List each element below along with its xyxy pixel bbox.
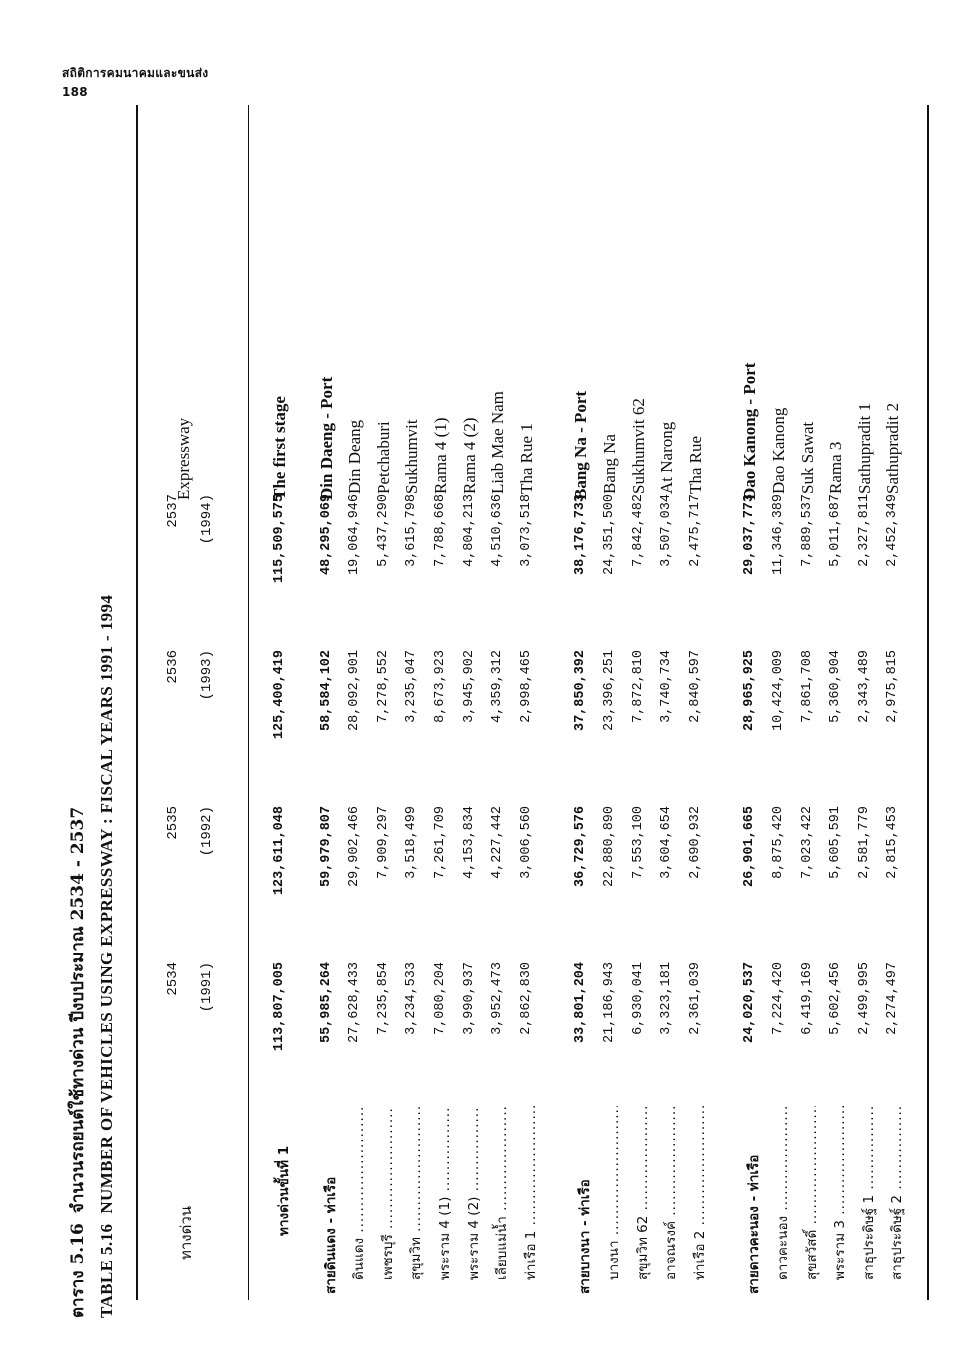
value-1992: 22,880,890 xyxy=(601,806,617,888)
row-label-english: Liab Mae Nam xyxy=(488,391,508,494)
header-year-en: (1993) xyxy=(199,650,215,701)
value-1993: 7,278,552 xyxy=(375,650,391,723)
value-1992: 2,581,779 xyxy=(856,806,872,879)
value-1992: 3,518,499 xyxy=(404,806,420,879)
row-label-english: Bang Na xyxy=(599,434,619,494)
value-1992: 7,909,297 xyxy=(375,806,391,879)
header-year-en: (1992) xyxy=(199,806,215,857)
table-row xyxy=(485,105,514,1300)
table-row xyxy=(457,105,486,1300)
page-number: 188 xyxy=(62,84,88,99)
value-1992: 59,979,807 xyxy=(318,806,334,888)
value-1993: 4,359,312 xyxy=(490,650,506,723)
value-1992: 2,690,932 xyxy=(687,806,703,879)
table-row xyxy=(626,105,655,1300)
value-1993: 3,945,902 xyxy=(461,650,477,723)
table-row xyxy=(823,105,852,1300)
title-thai-number: ตาราง 5.16 xyxy=(68,1223,88,1318)
row-label-thai: สุขุมวิท 62 ..... xyxy=(631,1106,653,1280)
value-1994: 7,788,668 xyxy=(432,494,448,567)
table-row xyxy=(342,105,371,1300)
value-1994: 115,509,575 xyxy=(272,494,287,584)
header-year-th: 2537 xyxy=(165,494,181,528)
row-label-thai: เพชรบุรี ..... xyxy=(376,1106,398,1280)
header-year-en: (1991) xyxy=(199,962,215,1013)
value-1992: 29,902,466 xyxy=(347,806,363,888)
value-1993: 28,092,901 xyxy=(347,650,363,732)
value-1991: 5,602,456 xyxy=(828,962,844,1035)
value-1993: 5,360,904 xyxy=(828,650,844,723)
row-label-thai: สายบางนา - ท่าเรือ xyxy=(577,1179,594,1294)
row-label-thai: ท่าเรือ 2 ..... xyxy=(688,1106,710,1280)
table-row xyxy=(683,105,712,1300)
header-expressway-english: Expressway xyxy=(174,417,193,500)
header-year-th: 2535 xyxy=(165,806,181,840)
value-1991: 6,419,169 xyxy=(799,962,815,1035)
header-year-th: 2536 xyxy=(165,650,181,684)
total-row xyxy=(267,105,296,1300)
table-row xyxy=(880,105,909,1300)
value-1991: 113,807,005 xyxy=(272,962,287,1052)
row-label-english: Tha Rue 1 xyxy=(516,423,536,494)
value-1992: 7,261,709 xyxy=(432,806,448,879)
spacer xyxy=(542,105,568,1300)
spacer xyxy=(711,105,737,1300)
value-1993: 2,998,465 xyxy=(518,650,534,723)
row-label-thai: อาจณรงค์ ..... xyxy=(659,1106,681,1280)
title-english-number: TABLE 5.16 xyxy=(97,1223,116,1318)
table-titles xyxy=(64,595,117,1318)
value-1993: 3,740,734 xyxy=(659,650,675,723)
row-label-english: Rama 4 (1) xyxy=(430,417,450,494)
value-1994: 2,327,811 xyxy=(856,494,872,567)
value-1992: 7,553,100 xyxy=(630,806,646,879)
group-row xyxy=(737,105,766,1300)
row-label-thai: พระราม 4 (1) ..... xyxy=(433,1106,455,1280)
row-label-thai: บางนา ..... xyxy=(602,1106,624,1280)
row-label-thai: พระราม 4 (2) ..... xyxy=(462,1106,484,1280)
table-header xyxy=(138,105,248,1300)
value-1993: 28,965,925 xyxy=(742,650,758,732)
value-1991: 2,862,830 xyxy=(518,962,534,1035)
value-1993: 58,584,102 xyxy=(318,650,334,732)
table-row xyxy=(597,105,626,1300)
value-1993: 2,975,815 xyxy=(885,650,901,723)
value-1993: 8,673,923 xyxy=(432,650,448,723)
row-label-thai: เลียบแม่น้ำ ..... xyxy=(490,1106,512,1280)
value-1992: 7,023,422 xyxy=(799,806,815,879)
value-1993: 2,840,597 xyxy=(687,650,703,723)
value-1994: 11,346,389 xyxy=(770,494,786,576)
value-1991: 7,080,204 xyxy=(432,962,448,1035)
header-year-1993 xyxy=(156,650,224,780)
value-1992: 3,006,560 xyxy=(518,806,534,879)
value-1991: 24,020,537 xyxy=(742,962,758,1044)
value-1991: 2,499,995 xyxy=(856,962,872,1035)
row-label-english: Sathupradit 2 xyxy=(883,402,903,494)
value-1994: 2,475,717 xyxy=(687,494,703,567)
row-label-thai: สายดินแดง - ท่าเรือ xyxy=(322,1176,339,1294)
value-1993: 2,343,489 xyxy=(856,650,872,723)
spacer xyxy=(296,105,314,1300)
title-thai-text: จำนวนรถยนต์ใช้ทางด่วน ปีงบประมาณ 2534 - 2537 xyxy=(68,806,88,1214)
row-label-thai: ท่าเรือ 1 ..... xyxy=(519,1106,541,1280)
table-row xyxy=(852,105,881,1300)
row-label-thai: ดาวคะนอง ..... xyxy=(771,1106,793,1280)
row-label-english: Sukhumvit xyxy=(402,419,422,494)
value-1991: 7,224,420 xyxy=(770,962,786,1035)
row-label-english: Rama 3 xyxy=(826,441,846,494)
value-1991: 2,274,497 xyxy=(885,962,901,1035)
table-row xyxy=(795,105,824,1300)
row-label-english: Suk Sawat xyxy=(797,421,817,494)
value-1993: 7,872,810 xyxy=(630,650,646,723)
value-1994: 5,011,687 xyxy=(828,494,844,567)
value-1994: 7,842,482 xyxy=(630,494,646,567)
value-1991: 27,628,433 xyxy=(347,962,363,1044)
table-row xyxy=(514,105,543,1300)
spacer xyxy=(909,105,927,1300)
row-label-thai: สุขสวัสดิ์ ..... xyxy=(800,1106,822,1280)
value-1992: 26,901,665 xyxy=(742,806,758,888)
spacer xyxy=(249,105,267,1300)
value-1993: 10,424,009 xyxy=(770,650,786,732)
value-1991: 3,990,937 xyxy=(461,962,477,1035)
value-1994: 2,452,349 xyxy=(885,494,901,567)
header-year-1991 xyxy=(156,962,224,1092)
row-label-thai: ทางด่วนขั้นที่ 1 xyxy=(276,1145,292,1236)
row-label-english: Dao Kanong xyxy=(768,407,788,494)
header-expressway-thai: ทางด่วน xyxy=(177,1205,195,1260)
value-1994: 19,064,946 xyxy=(347,494,363,576)
value-1992: 4,153,834 xyxy=(461,806,477,879)
value-1992: 5,605,591 xyxy=(828,806,844,879)
value-1992: 4,227,442 xyxy=(490,806,506,879)
value-1991: 3,952,473 xyxy=(490,962,506,1035)
value-1994: 48,295,069 xyxy=(318,494,334,576)
value-1991: 21,186,943 xyxy=(601,962,617,1044)
row-label-english: At Narong xyxy=(657,421,677,494)
table-bottom-rule xyxy=(927,105,929,1300)
rotated-table-sheet xyxy=(58,98,938,1318)
row-label-english: The first stage xyxy=(270,396,289,500)
table-row xyxy=(371,105,400,1300)
value-1994: 3,073,518 xyxy=(518,494,534,567)
expressway-table xyxy=(136,105,929,1300)
row-label-english: Sukhumvit 62 xyxy=(628,398,648,494)
value-1991: 3,323,181 xyxy=(659,962,675,1035)
value-1994: 3,615,798 xyxy=(404,494,420,567)
row-label-thai: สาธุประดิษฐ์ 1 ..... xyxy=(857,1106,879,1280)
value-1992: 8,875,420 xyxy=(770,806,786,879)
value-1991: 2,361,039 xyxy=(687,962,703,1035)
row-label-thai: สาธุประดิษฐ์ 2 ..... xyxy=(885,1106,907,1280)
table-row xyxy=(766,105,795,1300)
value-1994: 5,437,290 xyxy=(375,494,391,567)
table-row xyxy=(654,105,683,1300)
value-1991: 6,930,041 xyxy=(630,962,646,1035)
row-label-english: Petchaburi xyxy=(373,421,393,494)
row-label-english: Sathupradit 1 xyxy=(854,402,874,494)
header-year-th: 2534 xyxy=(165,962,181,996)
value-1992: 123,611,048 xyxy=(272,806,287,896)
table-row xyxy=(399,105,428,1300)
value-1991: 3,234,533 xyxy=(404,962,420,1035)
row-label-english: Rama 4 (2) xyxy=(459,417,479,494)
value-1993: 23,396,251 xyxy=(601,650,617,732)
value-1993: 7,861,708 xyxy=(799,650,815,723)
row-label-thai: สายดาวคะนอง - ท่าเรือ xyxy=(746,1154,763,1294)
header-year-1994 xyxy=(156,494,224,624)
value-1993: 37,850,392 xyxy=(573,650,589,732)
table-row xyxy=(428,105,457,1300)
value-1994: 7,889,537 xyxy=(799,494,815,567)
value-1993: 3,235,047 xyxy=(404,650,420,723)
value-1991: 7,235,854 xyxy=(375,962,391,1035)
row-label-english: Dao Kanong - Port xyxy=(740,362,760,500)
row-label-thai: ดินแดง ..... xyxy=(347,1106,369,1280)
value-1994: 29,037,773 xyxy=(742,494,758,576)
value-1994: 3,507,034 xyxy=(659,494,675,567)
row-label-thai: พระราม 3 ..... xyxy=(828,1106,850,1280)
group-row xyxy=(568,105,597,1300)
value-1992: 36,729,576 xyxy=(573,806,589,888)
row-label-english: Tha Rue xyxy=(685,435,705,494)
value-1992: 2,815,453 xyxy=(885,806,901,879)
value-1994: 38,176,733 xyxy=(573,494,589,576)
value-1992: 3,604,654 xyxy=(659,806,675,879)
header-year-1992 xyxy=(156,806,224,936)
value-1993: 125,400,419 xyxy=(272,650,287,740)
publication-title: สถิติการคมนาคมและขนส่ง xyxy=(62,66,209,80)
group-row xyxy=(314,105,343,1300)
value-1994: 4,804,213 xyxy=(461,494,477,567)
title-english xyxy=(97,595,117,1318)
title-english-text: NUMBER OF VEHICLES USING EXPRESSWAY : FISCAL YEARS 1991 - 1994 xyxy=(97,594,116,1214)
row-label-english: Bang Na - Port xyxy=(571,390,591,500)
value-1991: 33,801,204 xyxy=(573,962,589,1044)
value-1991: 55,985,264 xyxy=(318,962,334,1044)
value-1994: 4,510,636 xyxy=(490,494,506,567)
header-year-en: (1994) xyxy=(199,494,215,545)
title-thai xyxy=(64,595,91,1318)
row-label-english: Din Deang xyxy=(345,419,365,494)
value-1994: 24,351,500 xyxy=(601,494,617,576)
page-header xyxy=(62,64,208,101)
row-label-thai: สุขุมวิท ..... xyxy=(404,1106,426,1280)
row-label-english: Din Daeng - Port xyxy=(316,376,336,500)
